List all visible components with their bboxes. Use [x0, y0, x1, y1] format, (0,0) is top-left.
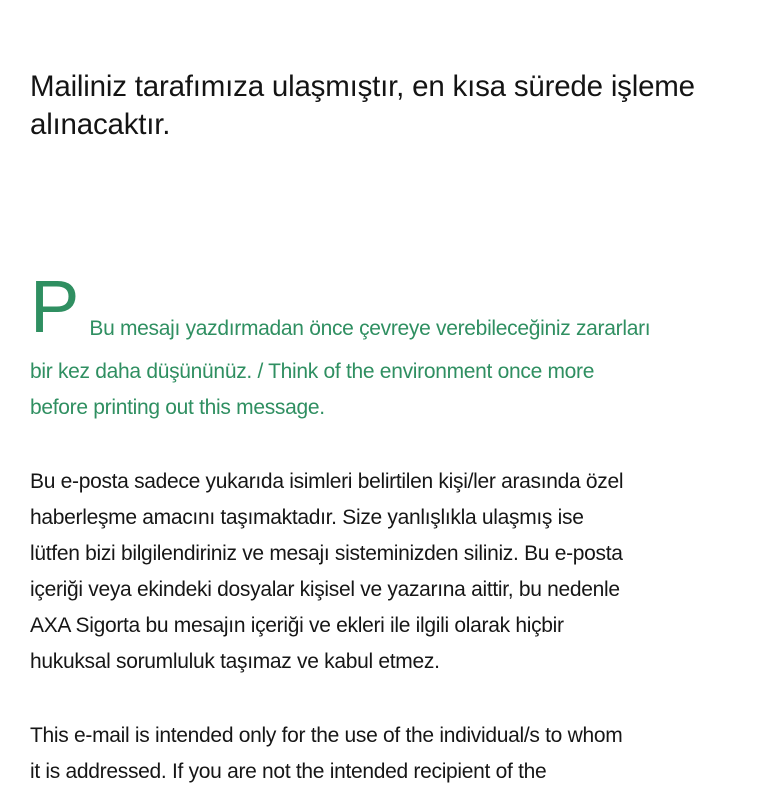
disclaimer-line: hukuksal sorumluluk taşımaz ve kabul etmez.	[30, 650, 440, 673]
disclaimer-line: AXA Sigorta bu mesajın içeriği ve ekleri ile ilgili olarak hiçbir	[30, 614, 564, 637]
disclaimer-turkish	[30, 464, 745, 680]
eco-notice-line: Bu mesajı yazdırmadan önce çevreye verebileceğiniz zararları	[89, 317, 651, 340]
headline-line: Mailiniz tarafımıza ulaşmıştır, en kısa sürede işleme	[30, 70, 695, 103]
headline-line: alınacaktır.	[30, 108, 171, 141]
eco-print-notice	[30, 265, 745, 426]
eco-notice-line: before printing out this message.	[30, 396, 325, 419]
disclaimer-line: içeriği veya ekindeki dosyalar kişisel ve yazarına aittir, bu nedenle	[30, 578, 620, 601]
disclaimer-line: This e-mail is intended only for the use of the individual/s to whom	[30, 724, 623, 747]
auto-reply-headline	[30, 68, 745, 144]
disclaimer-english	[30, 718, 745, 790]
disclaimer-line: it is addressed. If you are not the intended recipient of the	[30, 760, 547, 783]
eco-notice-line: bir kez daha düşününüz. / Think of the environment once more	[30, 360, 595, 383]
disclaimer-line: haberleşme amacını taşımaktadır. Size yanlışlıkla ulaşmış ise	[30, 506, 584, 529]
disclaimer-line: Bu e-posta sadece yukarıda isimleri belirtilen kişi/ler arasında özel	[30, 470, 624, 493]
print-p-icon: P	[30, 265, 80, 348]
disclaimer-line: lütfen bizi bilgilendiriniz ve mesajı sisteminizden siliniz. Bu e-posta	[30, 542, 623, 565]
